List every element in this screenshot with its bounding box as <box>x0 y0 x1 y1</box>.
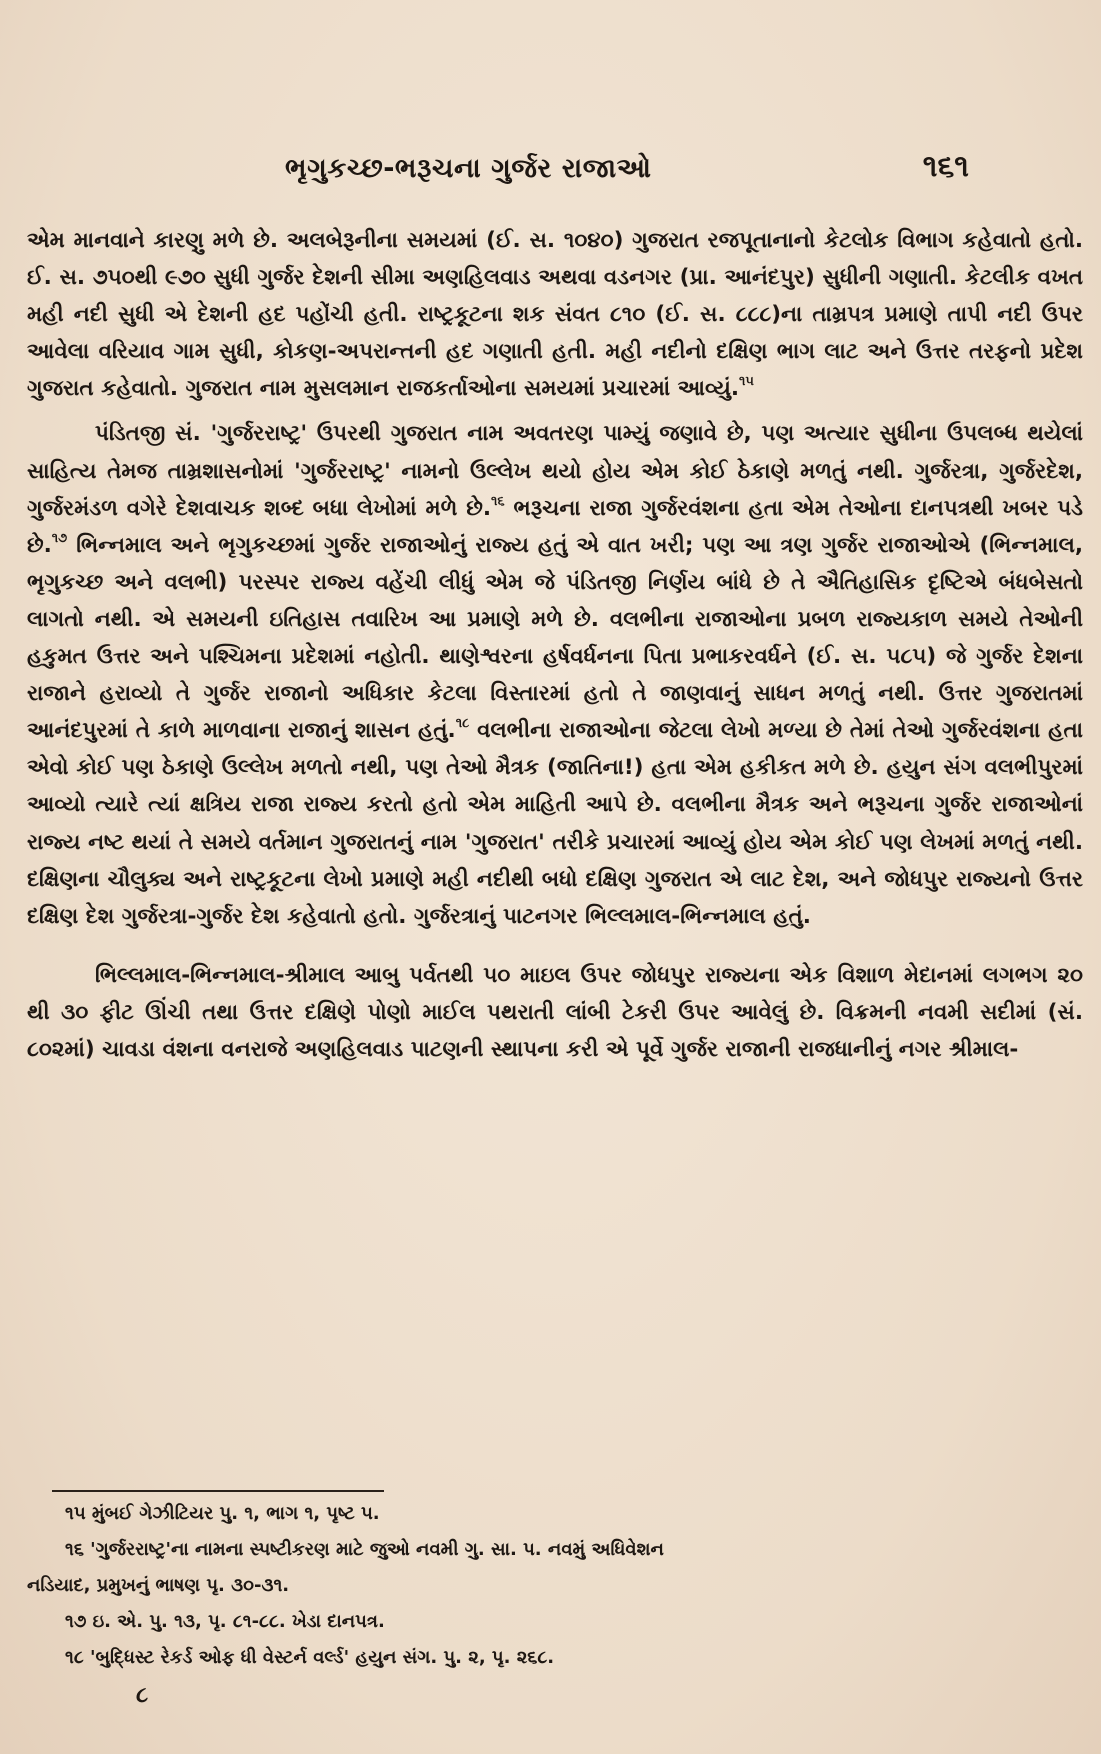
paragraph-1 <box>27 222 1083 407</box>
footnote-17: ૧૭ ઇ. એ. પુ. ૧૩, પૃ. ૮૧-૮૮. ખેડા દાનપત્ર. <box>65 1611 385 1632</box>
footnote-ref-16: ૧૬ <box>491 493 505 509</box>
running-title: ભૃગુકચ્છ-ભરૂચના ગુર્જર રાજાઓ <box>285 153 652 184</box>
footnote-16-continued: નડિયાદ, પ્રમુખનું ભાષણ પૃ. ૩૦-૩૧. <box>27 1575 290 1596</box>
paragraph-2-text-b: ભરૂચના રાજા ગુર્જરવંશના હતા એમ તેઓના દાનપત્રથી ખબર પડે છે. <box>27 495 1083 558</box>
page-number: ૧૬૧ <box>922 149 969 184</box>
footnote-ref-15: ૧૫ <box>739 374 754 390</box>
paragraph-1-text: એમ માનવાને કારણુ મળે છે. અલબેરૂનીના સમયમાં (ઈ. સ. ૧૦૪૦) ગુજરાત રજપૂતાનાનો કેટલોક વિભાગ કહેવાતો હતો. ઈ. સ. ૭૫૦થી ૯૭૦ સુધી ગુર્જર દેશની સીમા અણહિલવાડ અથવા વડનગર (પ્રા. આનંદપુર) સુધીની ગણાતી. કેટલીક વખત મહી નદી સુધી એ દેશની હદ પહોંચી હતી. રાષ્ટ્રકૂટના શક સંવત ૮૧૦ (ઈ. સ. ૮૮૮)ના તામ્રપત્ર પ્રમાણે તાપી નદી ઉપર આવેલા વરિયાવ ગામ સુધી, કોકણ-અપરાન્તની હદ ગણાતી હતી. મહી નદીનો દક્ષિણ ભાગ લાટ અને ઉત્તર તરફનો પ્રદેશ ગુજરાત કહેવાતો. ગુજરાત નામ મુસલમાન રાજકર્તાઓના સમયમાં પ્રચારમાં આવ્યું. <box>27 228 1083 402</box>
paragraph-2-text-c: ભિન્નમાલ અને ભૃગુકચ્છમાં ગુર્જર રાજાઓનું રાજ્ય હતું એ વાત ખરી; પણ આ ત્રણ ગુર્જર રાજાઓએ (ભિન્નમાલ, ભૃગુકચ્છ અને વલભી) પરસ્પર રાજ્ય વહેંચી લીધું એમ જે પંડિતજી નિર્ણય બાંધે છે તે ઐતિહાસિક દૃષ્ટિએ બંધબેસતો લાગતો નથી. એ સમયની ઇતિહાસ તવારિખ આ પ્રમાણે મળે છે. વલભીના રાજાઓના પ્રબળ રાજ્યકાળ સમયે તેઓની હકુમત ઉત્તર અને પશ્ચિમના પ્રદેશમાં નહોતી. થાણેશ્વરના હર્ષવર્ધનના પિતા પ્રભાકરવર્ધને (ઈ. સ. ૫૮૫) જે ગુર્જર દેશના રાજાને હરાવ્યો તે ગુર્જર રાજાનો અધિકાર કેટલા વિસ્તારમાં હતો તે જાણવાનું સાધન મળતું નથી. ઉત્તર ગુજરાતમાં આનંદપુરમાં તે કાળે માળવાના રાજાનું શાસન હતું. <box>27 532 1083 744</box>
footnote-18: ૧૮ 'બુદ્ધિસ્ટ રેકર્ડ ઓફ ધી વેસ્ટર્ન વર્લ્ડ' હયુન સંગ. પુ. ૨, પૃ. ૨૬૮. <box>65 1647 555 1668</box>
paragraph-3 <box>27 957 1083 1068</box>
footnote-15: ૧૫ મુંબઈ ગેઝીટિયર પુ. ૧, ભાગ ૧, પૃષ્ટ ૫. <box>65 1503 380 1524</box>
paragraph-2-text-d: વલભીના રાજાઓના જેટલા લેખો મળ્યા છે તેમાં તેઓ ગુર્જરવંશના હતા એવો કોઈ પણ ઠેકાણે ઉલ્લેખ મળતો નથી, પણ તેઓ મૈત્રક (જાતિના!) હતા એમ હકીકત મળે છે. હયુન સંગ વલભીપુરમાં આવ્યો ત્યારે ત્યાં ક્ષત્રિય રાજા રાજ્ય કરતો હતો એમ માહિતી આપે છે. વલભીના મૈત્રક અને ભરૂચના ગુર્જર રાજાઓનાં રાજ્ય નષ્ટ થયાં તે સમયે વર્તમાન ગુજરાતનું નામ 'ગુજરાત' તરીકે પ્રચારમાં આવ્યું હોય એમ કોઈ પણ લેખમાં મળતું નથી. દક્ષિણના ચૌલુક્ય અને રાષ્ટ્રકૂટના લેખો પ્રમાણે મહી નદીથી બધો દક્ષિણ ગુજરાત એ લાટ દેશ, અને જોધપુર રાજ્યનો ઉત્તર દક્ષિણ દેશ ગુર્જરત્રા-ગુર્જર દેશ કહેવાતો હતો. ગુર્જરત્રાનું પાટનગર ભિલ્લમાલ-ભિન્નમાલ હતું. <box>27 718 1083 929</box>
paragraph-2 <box>27 415 1083 934</box>
paragraph-3-text: ભિલ્લમાલ-ભિન્નમાલ-શ્રીમાલ આબુ પર્વતથી ૫૦ માઇલ ઉપર જોધપુર રાજ્યના એક વિશાળ મેદાનમાં લગભગ ૨૦ થી ૩૦ ફીટ ઊંચી તથા ઉત્તર દક્ષિણે પોણો માઈલ પથરાતી લાંબી ટેકરી ઉપર આવેલું છે. વિક્રમની નવમી સદીમાં (સં. ૮૦૨માં) ચાવડા વંશના વનરાજે અણહિલવાડ પાટણની સ્થાપના કરી એ પૂર્વે ગુર્જર રાજાની રાજધાનીનું નગર શ્રીમાલ- <box>27 962 1083 1062</box>
signature-mark: ૮ <box>136 1683 149 1708</box>
body-text <box>27 222 1083 1068</box>
footnote-separator <box>52 1490 384 1492</box>
paragraph-2-text: પંડિતજી સં. 'ગુર્જરરાષ્ટ્ર' ઉપરથી ગુજરાત નામ અવતરણ પામ્યું જણાવે છે, પણ અત્યાર સુધીના ઉપલબ્ધ થયેલાં સાહિત્ય તેમજ તામ્રશાસનોમાં 'ગુર્જરરાષ્ટ્ર' નામનો ઉલ્લેખ થયો હોય એમ કોઈ ઠેકાણે મળતું નથી. ગુર્જરત્રા, ગુર્જરદેશ, ગુર્જરમંડળ વગેરે દેશવાચક શબ્દ બધા લેખોમાં મળે છે. <box>27 421 1083 521</box>
footnote-ref-17: ૧૭ <box>51 530 68 546</box>
footnotes <box>27 1497 1047 1675</box>
footnote-ref-18: ૧૮ <box>455 716 470 732</box>
footnote-16: ૧૬ 'ગુર્જરરાષ્ટ્ર'ના નામના સ્પષ્ટીકરણ માટે જુઓ નવમી ગુ. સા. પ. નવમું અધિવેશન <box>65 1539 664 1560</box>
page-header <box>0 145 1101 195</box>
